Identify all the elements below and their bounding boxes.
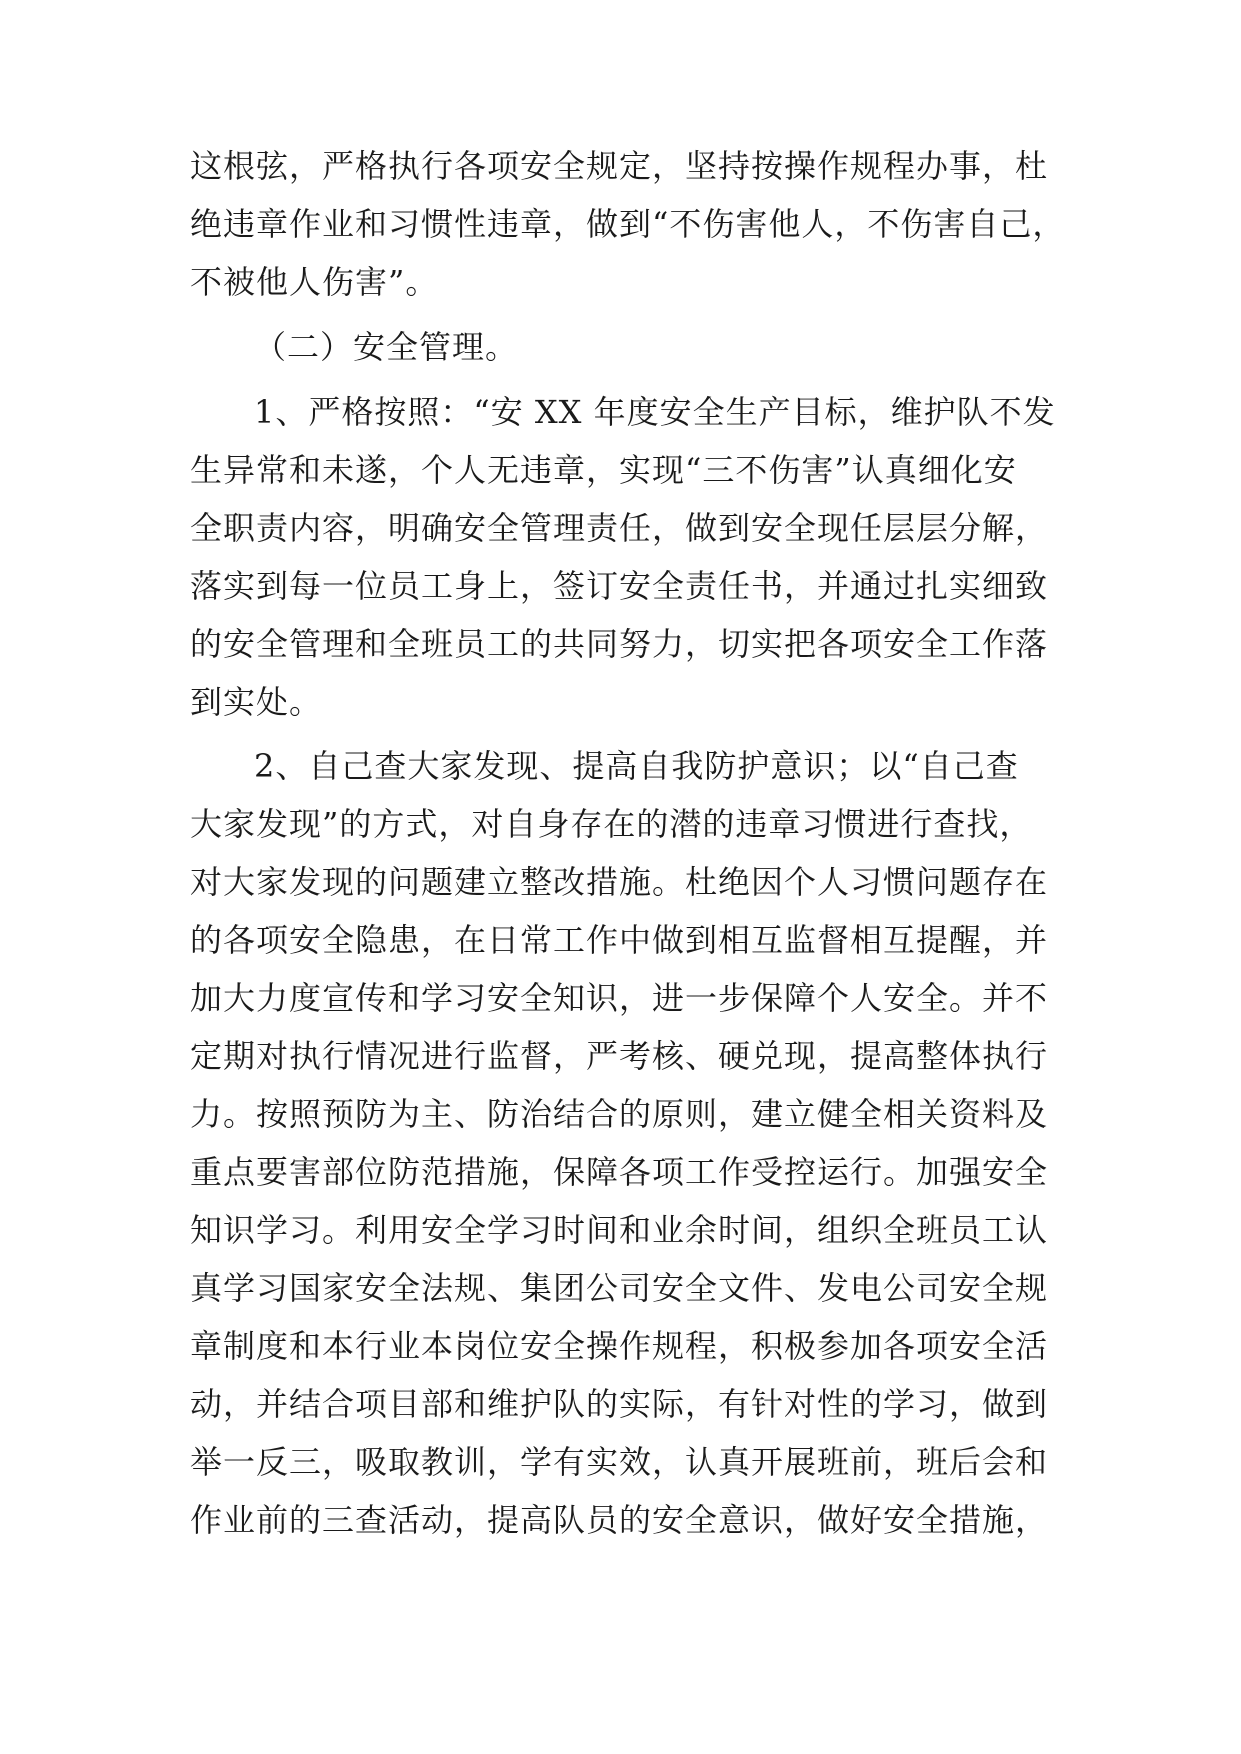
- text-line: 不被他人伤害”。: [190, 263, 439, 301]
- text-line: 真学习国家安全法规、集团公司安全文件、发电公司安全规: [190, 1269, 1049, 1307]
- text-line: 举一反三，吸取教训，学有实效，认真开展班前，班后会和: [190, 1443, 1049, 1481]
- text-line: 重点要害部位防范措施，保障各项工作受控运行。加强安全: [190, 1153, 1049, 1191]
- text-line: 章制度和本行业本岗位安全操作规程，积极参加各项安全活: [190, 1327, 1049, 1365]
- text-line: 对大家发现的问题建立整改措施。杜绝因个人习惯问题存在: [190, 863, 1049, 901]
- text-line: 生异常和未遂，个人无违章，实现“三不伤害”认真细化安: [190, 451, 1017, 489]
- text-line: 全职责内容，明确安全管理责任，做到安全现任层层分解，: [190, 509, 1049, 547]
- text-line: 1、严格按照：“安 XX 年度安全生产目标，维护队不发: [254, 393, 1056, 431]
- text-line: 绝违章作业和习惯性违章，做到“不伤害他人，不伤害自己，: [190, 205, 1066, 243]
- text-line: 作业前的三查活动，提高队员的安全意识，做好安全措施，: [190, 1501, 1049, 1539]
- text-line: 知识学习。利用安全学习时间和业余时间，组织全班员工认: [190, 1211, 1049, 1249]
- text-line: 这根弦，严格执行各项安全规定，坚持按操作规程办事，杜: [190, 147, 1049, 185]
- text-line: 加大力度宣传和学习安全知识，进一步保障个人安全。并不: [190, 979, 1049, 1017]
- section-heading: （二）安全管理。: [254, 328, 519, 366]
- text-line: 力。按照预防为主、防治结合的原则，建立健全相关资料及: [190, 1095, 1049, 1133]
- text-line: 2、自己查大家发现、提高自我防护意识；以“自己查: [254, 747, 1019, 785]
- text-line: 落实到每一位员工身上，签订安全责任书，并通过扎实细致: [190, 567, 1049, 605]
- text-line: 定期对执行情况进行监督，严考核、硬兑现，提高整体执行: [190, 1037, 1049, 1075]
- text-line: 动，并结合项目部和维护队的实际，有针对性的学习，做到: [190, 1385, 1049, 1423]
- text-line: 大家发现”的方式，对自身存在的潜的违章习惯进行查找，: [190, 805, 1033, 843]
- text-line: 到实处。: [190, 683, 323, 721]
- text-line: 的安全管理和全班员工的共同努力，切实把各项安全工作落: [190, 625, 1049, 663]
- text-line: 的各项安全隐患，在日常工作中做到相互监督相互提醒，并: [190, 921, 1049, 959]
